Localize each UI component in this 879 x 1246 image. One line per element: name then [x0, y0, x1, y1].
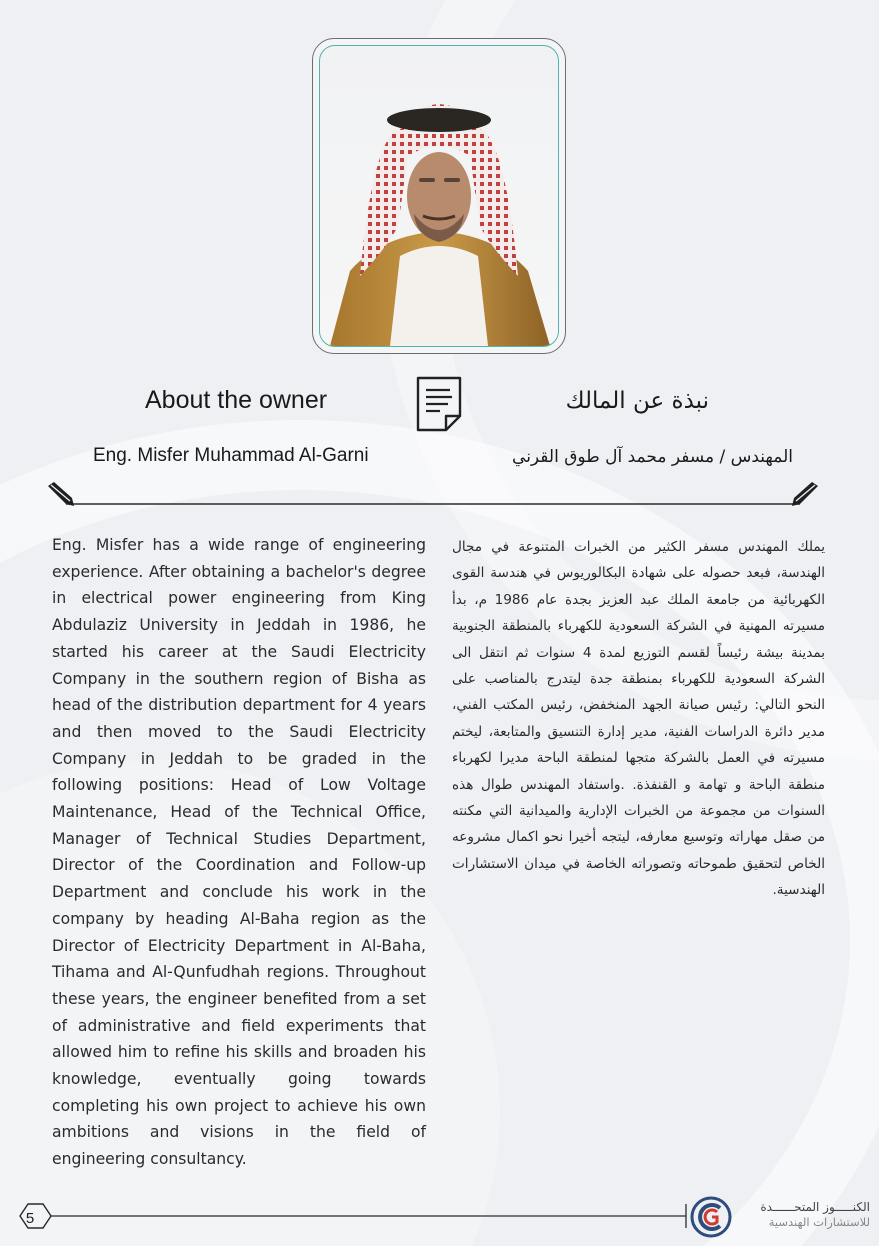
owner-photo-frame: [312, 38, 566, 354]
company-logo-icon: [690, 1196, 732, 1238]
pencil-icon-right: [792, 482, 818, 506]
footer-rule: [10, 1196, 870, 1236]
owner-portrait: [320, 46, 558, 346]
bio-text-ar: يملك المهندس مسفر الكثير من الخبرات المتنوعة في مجال الهندسة، فبعد حصوله على شهادة البكالوريوس في هندسة القوى الكهربائية من جامعة الملك عبد العزيز بجدة عام 1986 م، بدأ مسيرته المهنية في الشركة السعودية للكهرباء بالمنطقة الجنوبية بمدينة بيشة رئيساً لقسم التوزيع لمدة 4 سنوات ثم انتقل الى الشركة السعودية للكهرباء بمنطقة جدة ليتدرج بالمناصب على النحو التالي: رئيس صيانة الجهد المنخفض، رئيس المكتب الفني، مدير دائرة الدراسات الفنية، مدير إدارة التنسيق والمتابعة، ليختم مسيرته في العمل بالشركة متجها لمنطقة الباحة مديرا لكهرباء منطقة الباحة و تهامة و القنفذة. .واستفاد المهندس طوال هذه السنوات من مجموعة من الخبرات الإدارية والميدانية التي مكنته من صقل مهاراته وتوسيع معارفه، ليتجه أخيرا نحو اكمال مشروعه الخاص لتحقيق طموحاته وتصوراته الخاصة في ميدان الاستشارات الهندسية.: [452, 539, 825, 899]
company-name-line1: الكنـــــوز المتحــــــدة: [760, 1200, 870, 1214]
pencil-icon-left: [48, 482, 74, 506]
page-number: 5: [25, 1209, 35, 1227]
company-name-line2: للاستشارات الهندسية: [768, 1215, 870, 1229]
section-title-ar: نبذة عن المالك: [565, 388, 709, 414]
pen-divider: [44, 480, 822, 510]
document-icon: [416, 376, 462, 432]
bio-text-en: Eng. Misfer has a wide range of engineering experience. After obtaining a bachelor's degree in electrical power engineering from King Abdulaziz University in Jeddah in 1986, he started his career at the Saudi Electricity Company in the southern region of Bisha as head of the distribution department for 4 years and then moved to the Saudi Electricity Company in Jeddah to be graded in the following positions: Head of Low Voltage Maintenance, Head of the Technical Office, Manager of Technical Studies Department, Director of the Coordination and Follow-up Department and conclude his work in the company by heading Al-Baha region as the Director of Electricity Department in Al-Baha, Tihama and Al-Qunfudhah regions. Throughout these years, the engineer benefited from a set of administrative and field experiments that allowed him to refine his skills and broaden his knowledge, eventually going towards completing his own project to achieve his own ambitions and visions in the field of engineering consultancy.: [52, 536, 426, 1169]
owner-name-en: Eng. Misfer Muhammad Al-Garni: [93, 445, 369, 466]
owner-name-ar: المهندس / مسفر محمد آل طوق القرني: [512, 447, 793, 467]
company-name: [760, 1199, 870, 1230]
section-title-en: About the owner: [145, 386, 328, 414]
